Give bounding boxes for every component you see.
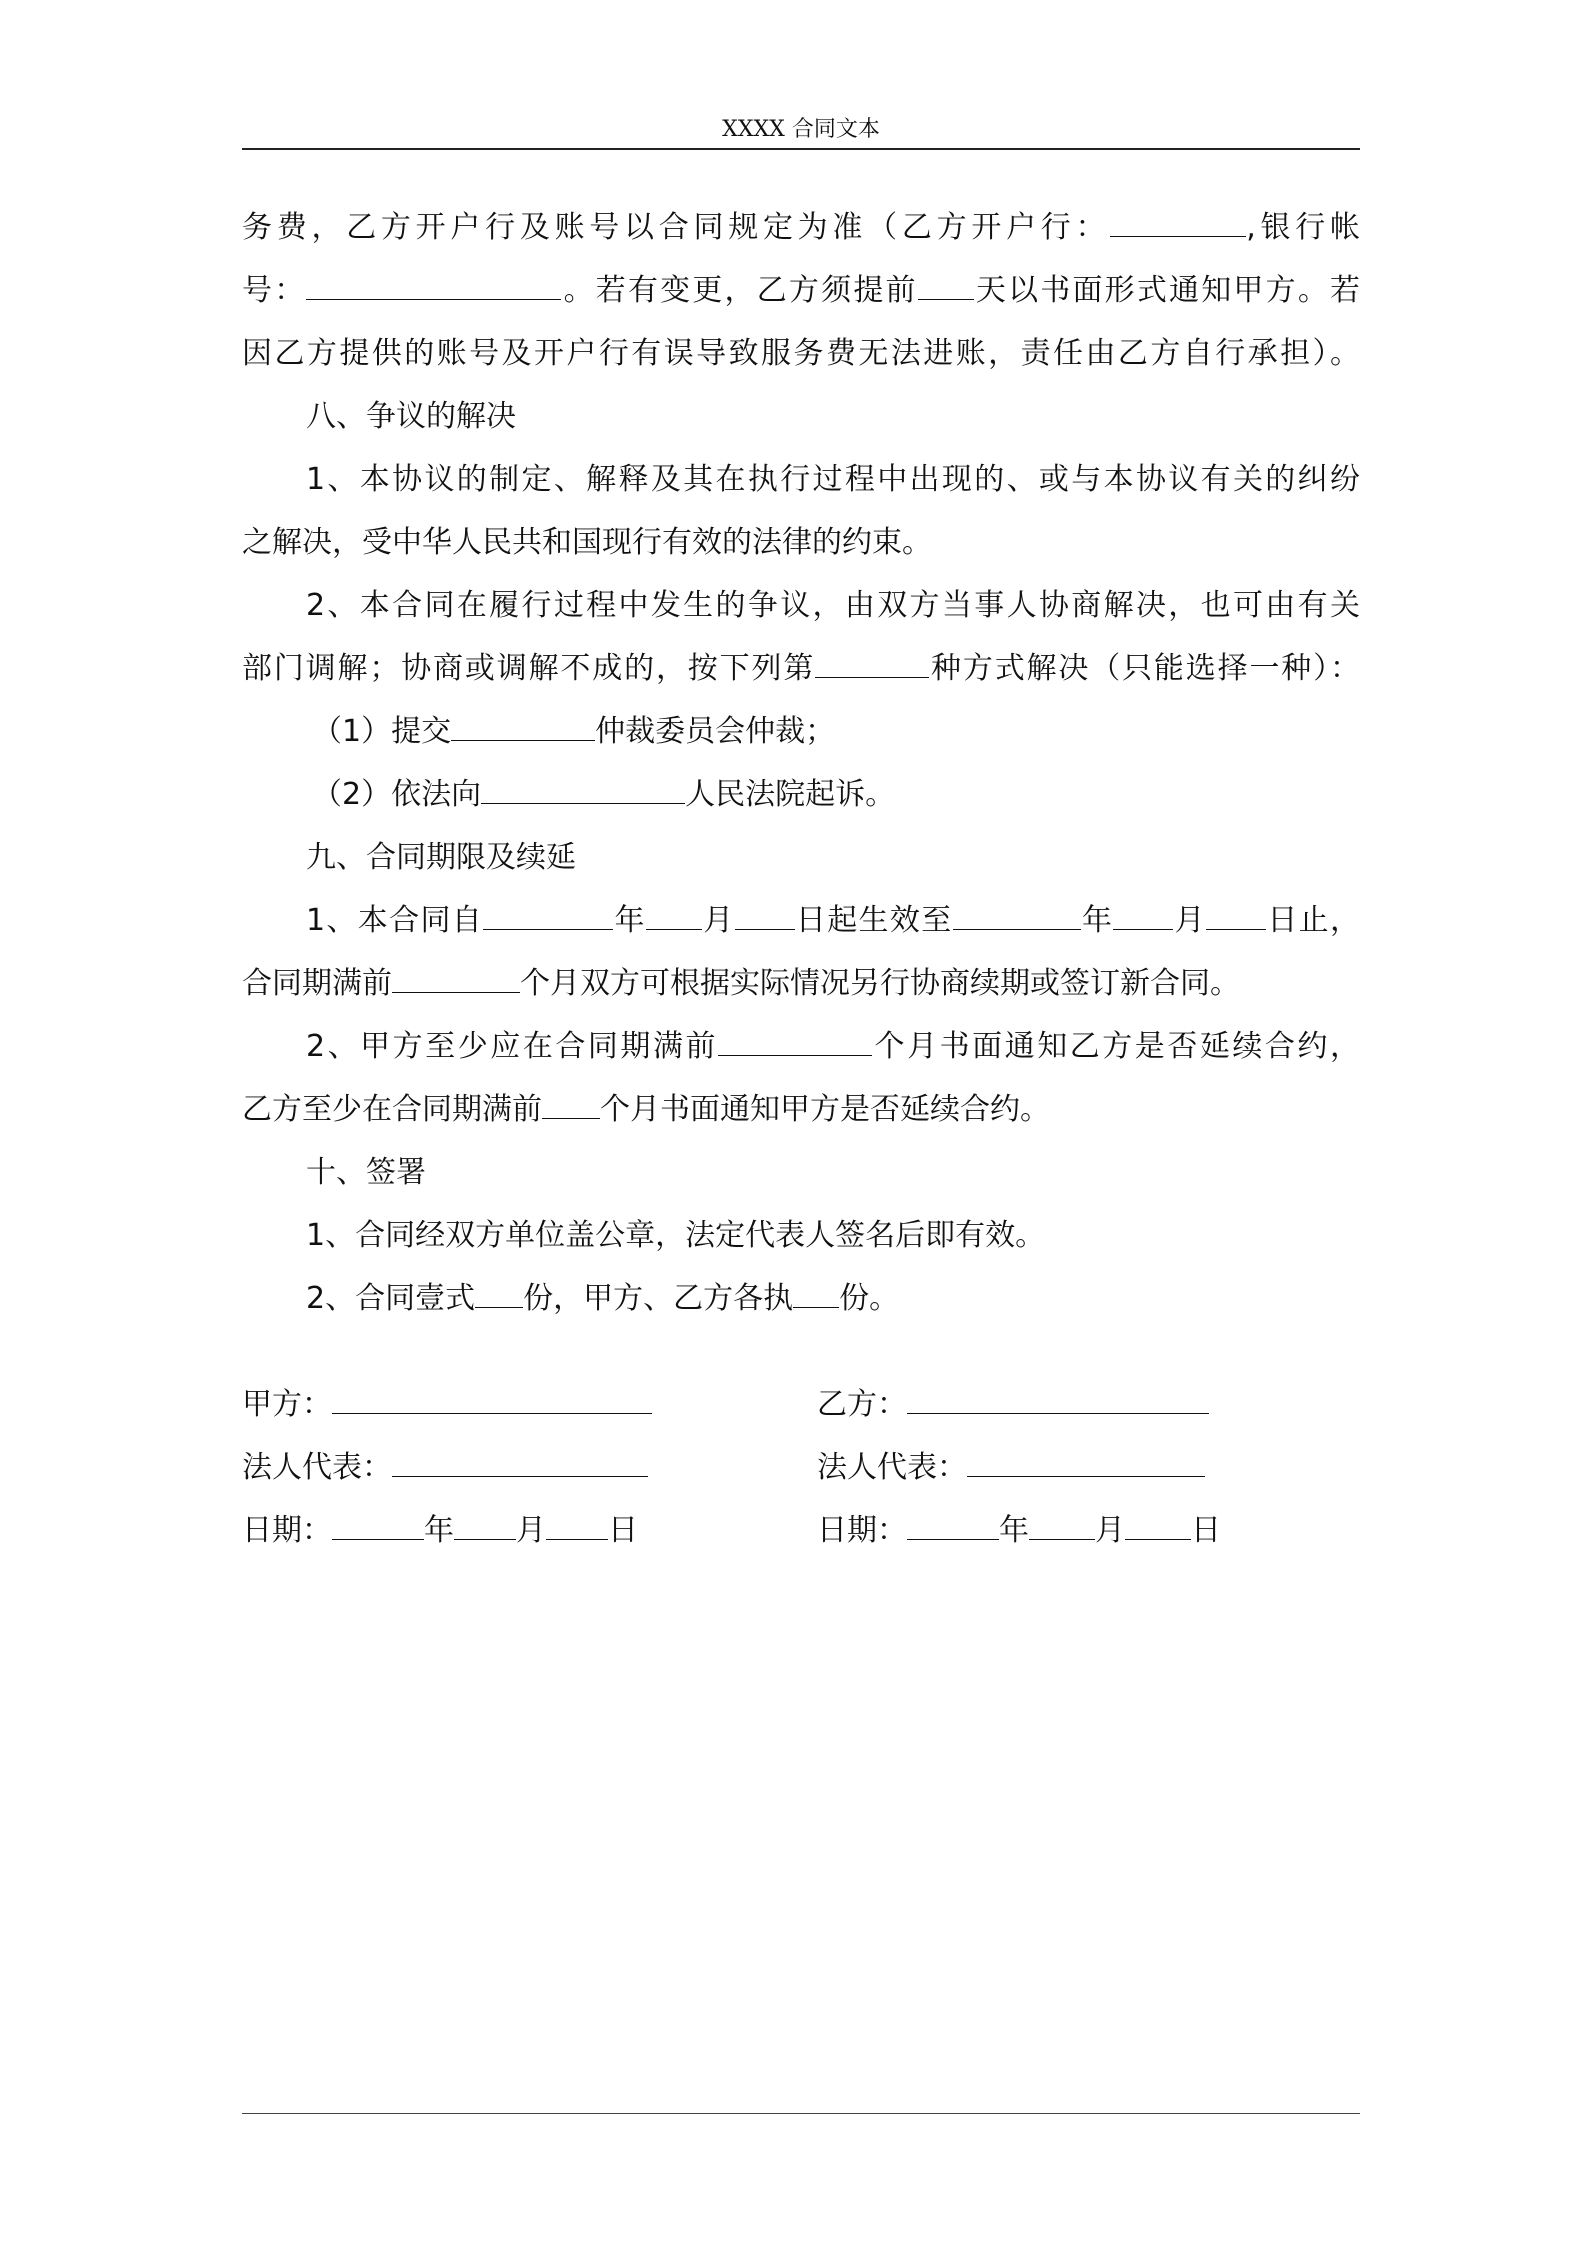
text: 个月双方可根据实际情况另行协商续期或签订新合同。 — [520, 966, 1240, 1001]
paragraph-line — [242, 952, 1360, 1015]
paragraph-line: 1、本协议的制定、解释及其在执行过程中出现的、或与本协议有关的纠纷 — [306, 462, 1360, 497]
paragraph-line — [242, 259, 1360, 322]
date-b-day-blank[interactable] — [1125, 1515, 1191, 1540]
signature-row-party — [242, 1373, 1360, 1436]
paragraph-line — [242, 889, 1360, 952]
text: 部门调解；协商或调解不成的，按下列第 — [242, 651, 816, 686]
start-year-blank[interactable] — [483, 905, 613, 930]
party-b-blank[interactable] — [907, 1389, 1209, 1414]
footer-divider — [242, 2113, 1360, 2114]
copies-each-blank[interactable] — [793, 1283, 839, 1308]
party-a-field — [242, 1373, 652, 1436]
end-month-blank[interactable] — [1113, 905, 1173, 930]
text: 合同期满前 — [242, 966, 392, 1001]
text: 份。 — [839, 1281, 900, 1316]
legal-rep-a-label: 法人代表： — [242, 1450, 392, 1485]
arbitration-committee-blank[interactable] — [451, 716, 595, 741]
party-b-notice-months-blank[interactable] — [542, 1094, 600, 1119]
text: 。若有变更，乙方须提前 — [561, 273, 918, 308]
text: 月 — [701, 903, 735, 938]
header-divider — [242, 148, 1360, 150]
paragraph-line — [242, 1015, 1360, 1078]
text: （2）依法向 — [312, 777, 482, 812]
paragraph-line — [242, 1078, 1360, 1141]
party-a-notice-months-blank[interactable] — [718, 1031, 872, 1056]
date-b-year-blank[interactable] — [907, 1515, 999, 1540]
party-a-label: 甲方： — [242, 1387, 332, 1422]
paragraph-line: 1、合同经双方单位盖公章，法定代表人签名后即有效。 — [306, 1218, 1046, 1253]
signature-row-legal-rep — [242, 1436, 1360, 1499]
copies-total-blank[interactable] — [475, 1283, 523, 1308]
page-header-title: XXXX 合同文本 — [722, 117, 880, 142]
legal-rep-b-blank[interactable] — [967, 1452, 1205, 1477]
text: 年 — [613, 903, 646, 938]
contract-body — [242, 196, 1360, 1330]
court-blank[interactable] — [481, 779, 685, 804]
day-label: 日 — [1191, 1513, 1221, 1548]
date-a-label: 日期： — [242, 1513, 332, 1548]
party-b-label: 乙方： — [817, 1387, 907, 1422]
paragraph-line — [242, 1267, 1360, 1330]
legal-rep-a-blank[interactable] — [392, 1452, 648, 1477]
date-b-month-blank[interactable] — [1029, 1515, 1095, 1540]
text: 份，甲方、乙方各执 — [523, 1281, 794, 1316]
date-a-month-blank[interactable] — [454, 1515, 516, 1540]
paragraph-line: 因乙方提供的账号及开户行有误导致服务费无法进账，责任由乙方自行承担）。 — [242, 336, 1360, 371]
year-label: 年 — [424, 1513, 454, 1548]
section-title: 九、合同期限及续延 — [306, 840, 576, 875]
option-line — [242, 763, 1360, 826]
text: 仲裁委员会仲裁； — [595, 714, 836, 749]
option-number-blank[interactable] — [815, 653, 929, 678]
paragraph-line: 之解决，受中华人民共和国现行有效的法律的约束。 — [242, 525, 932, 560]
text: 2、甲方至少应在合同期满前 — [306, 1029, 719, 1064]
notice-days-blank[interactable] — [918, 275, 974, 300]
legal-rep-b-field — [817, 1436, 1205, 1499]
date-b-label: 日期： — [817, 1513, 907, 1548]
text: 种方式解决（只能选择一种）： — [929, 651, 1360, 686]
text: 乙方至少在合同期满前 — [242, 1092, 542, 1127]
month-label: 月 — [516, 1513, 546, 1548]
paragraph-line: 2、本合同在履行过程中发生的争议，由双方当事人协商解决，也可由有关 — [306, 588, 1360, 623]
text: 1、本合同自 — [306, 903, 484, 938]
day-label: 日 — [608, 1513, 638, 1548]
account-number-blank[interactable] — [306, 275, 561, 300]
text: 个月书面通知甲方是否延续合约。 — [600, 1092, 1050, 1127]
date-a-year-blank[interactable] — [332, 1515, 424, 1540]
text: 号： — [242, 273, 307, 308]
text: 年 — [1080, 903, 1114, 938]
text: 2、合同壹式 — [306, 1281, 476, 1316]
text: 人民法院起诉。 — [685, 777, 896, 812]
legal-rep-a-field — [242, 1436, 648, 1499]
end-year-blank[interactable] — [953, 905, 1081, 930]
text: 日止， — [1265, 903, 1360, 938]
option-line — [242, 700, 1360, 763]
text: 个月书面通知乙方是否延续合约， — [872, 1029, 1361, 1064]
legal-rep-b-label: 法人代表： — [817, 1450, 967, 1485]
text: 月 — [1173, 903, 1206, 938]
start-month-blank[interactable] — [646, 905, 702, 930]
section-title: 八、争议的解决 — [306, 399, 516, 434]
date-b-field — [817, 1499, 1221, 1562]
section-title: 十、签署 — [306, 1155, 426, 1190]
paragraph-line — [242, 196, 1360, 259]
party-b-field — [817, 1373, 1209, 1436]
text: 天以书面形式通知甲方。若 — [973, 273, 1361, 308]
signature-row-date — [242, 1499, 1360, 1562]
date-a-field — [242, 1499, 638, 1562]
text: ,银行帐 — [1246, 210, 1360, 245]
paragraph-line — [242, 637, 1360, 700]
party-a-blank[interactable] — [332, 1389, 652, 1414]
month-label: 月 — [1095, 1513, 1125, 1548]
year-label: 年 — [999, 1513, 1029, 1548]
end-day-blank[interactable] — [1206, 905, 1266, 930]
date-a-day-blank[interactable] — [546, 1515, 608, 1540]
text: 日起生效至 — [794, 903, 953, 938]
renewal-months-blank[interactable] — [392, 968, 520, 993]
text: 务费，乙方开户行及账号以合同规定为准（乙方开户行： — [242, 210, 1111, 245]
start-day-blank[interactable] — [735, 905, 795, 930]
bank-name-blank[interactable] — [1110, 212, 1246, 237]
signature-block — [242, 1373, 1360, 1562]
text: （1）提交 — [312, 714, 452, 749]
